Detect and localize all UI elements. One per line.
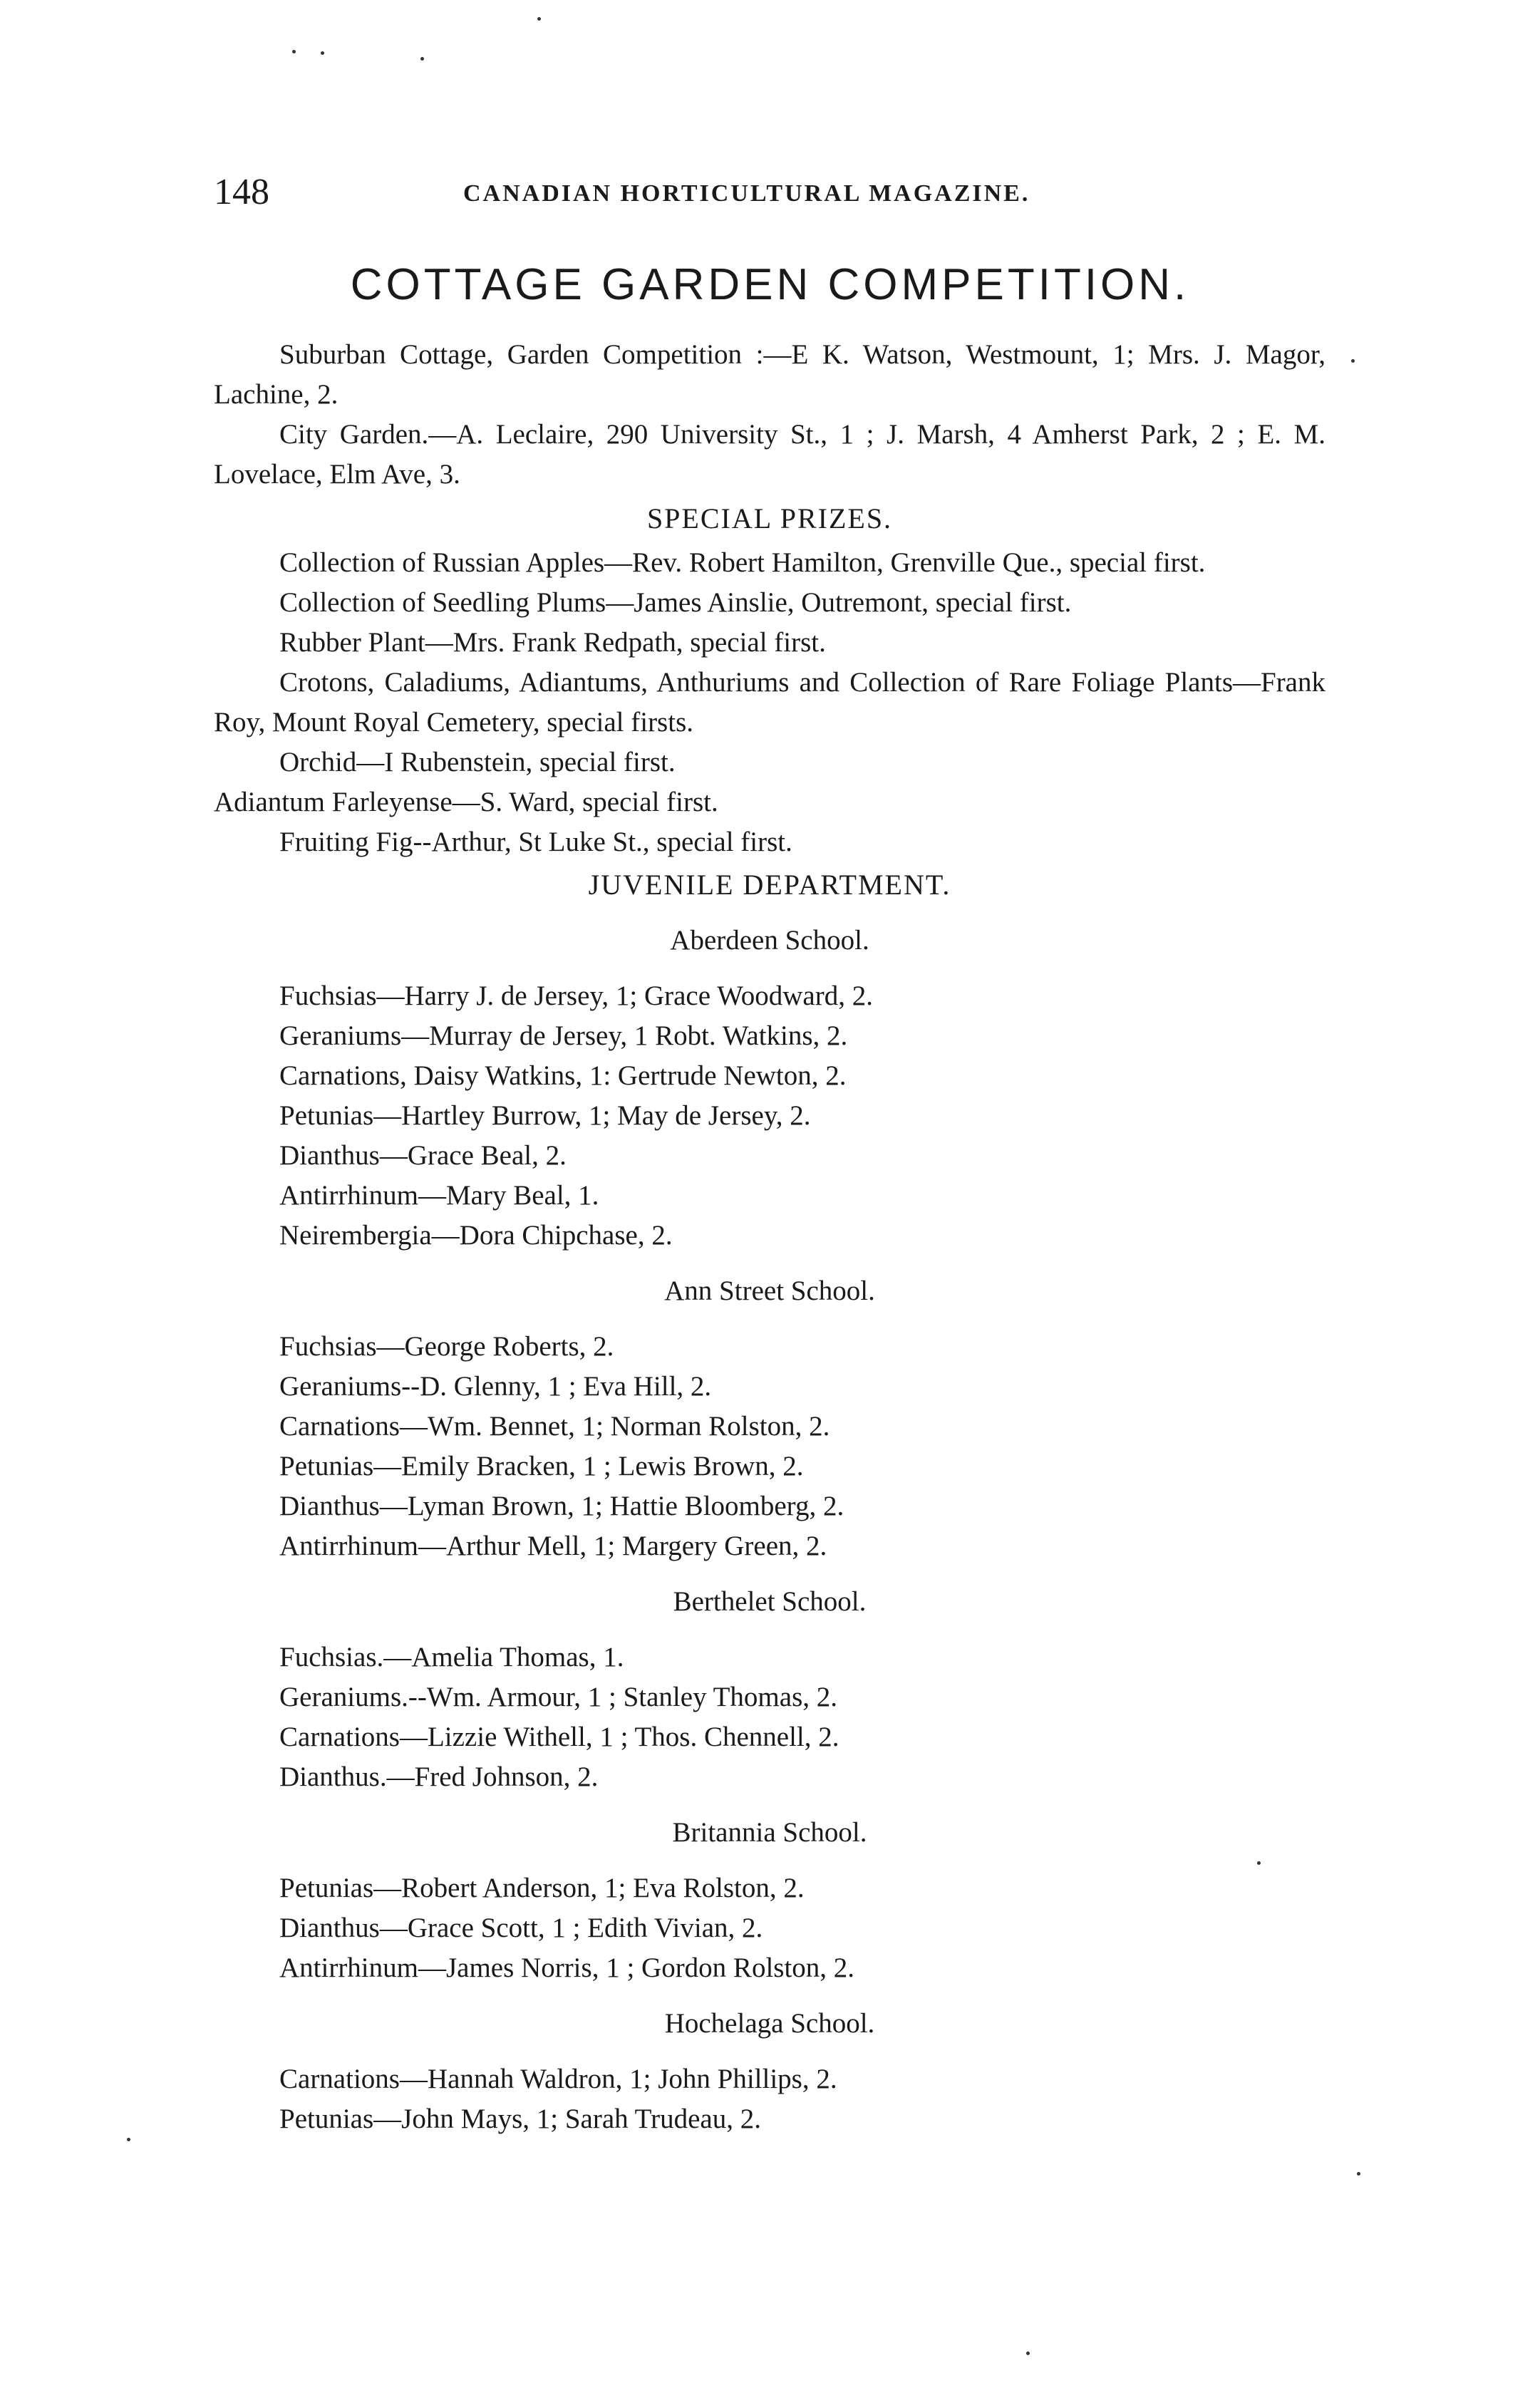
award-entry: Geraniums.--Wm. Armour, 1 ; Stanley Thomas, 2. — [279, 1682, 838, 1712]
award-entry: Carnations—Lizzie Withell, 1 ; Thos. Chennell, 2. — [279, 1722, 839, 1752]
page-number: 148 — [214, 172, 269, 212]
special-prize-item: Rubber Plant—Mrs. Frank Redpath, special first. — [279, 627, 826, 658]
award-entry: Geraniums--D. Glenny, 1 ; Eva Hill, 2. — [279, 1371, 712, 1402]
award-entry: Petunias—Robert Anderson, 1; Eva Rolston, 2. — [279, 1873, 805, 1903]
scan-speck — [420, 57, 424, 61]
article-body — [214, 335, 1325, 2139]
journal-title: CANADIAN HORTICULTURAL MAGAZINE. — [463, 180, 1030, 207]
school-section — [214, 1582, 1325, 1797]
school-section — [214, 1271, 1325, 1566]
award-entry: Neirembergia—Dora Chipchase, 2. — [279, 1220, 673, 1251]
school-heading: Britannia School. — [672, 1817, 867, 1848]
school-heading: Hochelaga School. — [664, 2008, 875, 2039]
special-prize-item: Fruiting Fig--Arthur, St Luke St., special first. — [279, 827, 792, 857]
award-entry: Fuchsias.—Amelia Thomas, 1. — [279, 1642, 624, 1672]
award-entry: Dianthus—Grace Scott, 1 ; Edith Vivian, 2. — [279, 1913, 763, 1943]
scan-speck — [1357, 2172, 1360, 2176]
running-header — [214, 171, 1325, 214]
special-prizes-heading: SPECIAL PRIZES. — [646, 502, 893, 534]
scan-speck — [127, 2138, 130, 2141]
school-heading: Aberdeen School. — [670, 925, 869, 956]
scan-speck — [1026, 2352, 1030, 2355]
award-entry: Dianthus—Lyman Brown, 1; Hattie Bloomberg, 2. — [279, 1491, 844, 1521]
special-prize-item: Collection of Seedling Plums—James Ainslie, Outremont, special first. — [279, 587, 1072, 618]
intro-paragraph: City Garden.—A. Leclaire, 290 University St., 1 ; J. Marsh, 4 Amherst Park, 2 ; E. M. Lovelace, Elm Ave, 3. — [214, 419, 1325, 490]
scan-speck — [292, 50, 296, 53]
award-entry: Carnations—Wm. Bennet, 1; Norman Rolston, 2. — [279, 1411, 830, 1442]
scan-speck — [321, 51, 324, 55]
special-prize-item: Crotons, Caladiums, Adiantums, Anthuriums and Collection of Rare Foliage Plants—Frank Roy, Mount Royal Cemetery, special firsts. — [214, 667, 1325, 738]
award-entry: Fuchsias—George Roberts, 2. — [279, 1331, 614, 1362]
juvenile-department-heading: JUVENILE DEPARTMENT. — [588, 869, 951, 901]
article-title: COTTAGE GARDEN COMPETITION. — [350, 260, 1190, 309]
award-entry: Antirrhinum—Mary Beal, 1. — [279, 1180, 599, 1211]
school-section — [214, 1813, 1325, 1988]
schools-list — [214, 921, 1325, 2139]
scan-speck — [537, 17, 541, 21]
award-entry: Geraniums—Murray de Jersey, 1 Robt. Watkins, 2. — [279, 1020, 848, 1051]
award-entry: Carnations, Daisy Watkins, 1: Gertrude Newton, 2. — [279, 1060, 847, 1091]
school-section — [214, 921, 1325, 1256]
award-entry: Petunias—Hartley Burrow, 1; May de Jersey, 2. — [279, 1100, 811, 1131]
special-prize-item: Adiantum Farleyense—S. Ward, special first. — [214, 787, 718, 817]
award-entry: Antirrhinum—Arthur Mell, 1; Margery Green, 2. — [279, 1531, 827, 1561]
award-entry: Petunias—John Mays, 1; Sarah Trudeau, 2. — [279, 2104, 761, 2134]
award-entry: Antirrhinum—James Norris, 1 ; Gordon Rolston, 2. — [279, 1952, 855, 1983]
award-entry: Carnations—Hannah Waldron, 1; John Phillips, 2. — [279, 2064, 837, 2094]
intro-paragraph: Suburban Cottage, Garden Competition :—E K. Watson, Westmount, 1; Mrs. J. Magor, Lachine, 2. — [214, 339, 1325, 410]
award-entry: Petunias—Emily Bracken, 1 ; Lewis Brown, 2. — [279, 1451, 804, 1481]
special-prize-item: Orchid—I Rubenstein, special first. — [279, 747, 676, 777]
school-heading: Ann Street School. — [664, 1276, 875, 1306]
award-entry: Dianthus—Grace Beal, 2. — [279, 1140, 567, 1171]
school-section — [214, 2004, 1325, 2139]
special-prizes-list — [214, 543, 1325, 862]
school-heading: Berthelet School. — [673, 1586, 867, 1617]
award-entry: Dianthus.—Fred Johnson, 2. — [279, 1762, 599, 1792]
special-prize-item: Collection of Russian Apples—Rev. Robert Hamilton, Grenville Que., special first. — [279, 547, 1206, 578]
award-entry: Fuchsias—Harry J. de Jersey, 1; Grace Woodward, 2. — [279, 981, 873, 1011]
scan-speck — [1351, 359, 1355, 363]
